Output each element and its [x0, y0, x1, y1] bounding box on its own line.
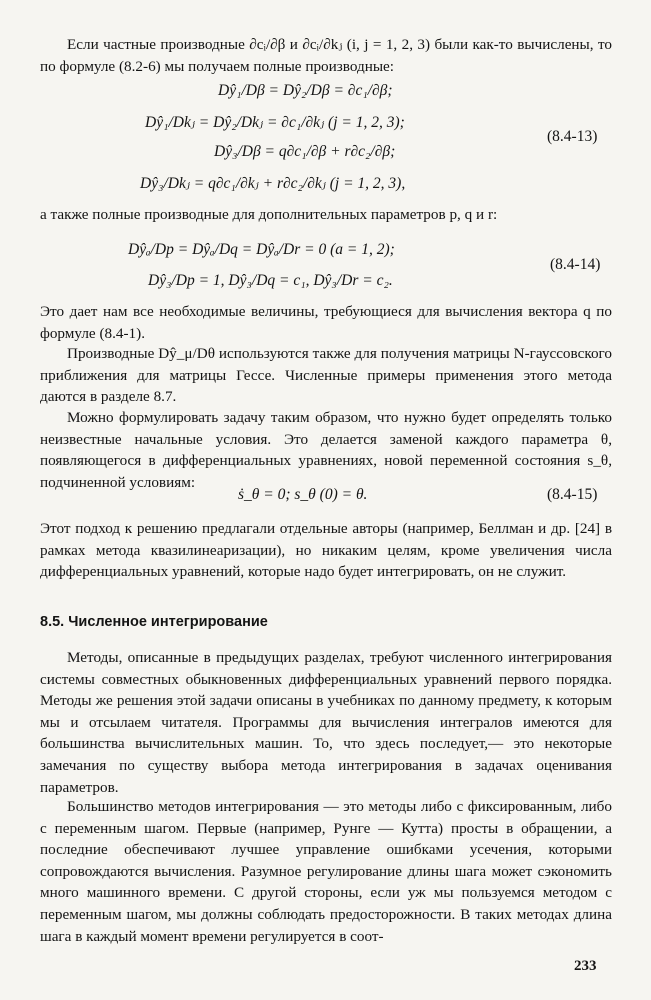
page-number: 233 — [574, 958, 597, 974]
paragraph-hessian-approximation: Производные Dŷ_μ/Dθ используются также для получения матрицы N-гауссовского приближения для матрицы Гессе. Численные примеры применения этого метода даются в разделе 8.7. — [40, 345, 612, 406]
equation-8-4-15-line: ṡ_θ = 0; s_θ (0) = θ. — [238, 486, 368, 503]
equation-8-4-14-line-2: Dŷ₃/Dp = 1, Dŷ₃/Dq = c₁, Dŷ₃/Dr = c₂. — [148, 272, 393, 289]
paragraph-additional-parameters: а также полные производные для дополнительных параметров p, q и r: — [40, 206, 498, 223]
equation-8-4-13-line-1: Dŷ₁/Dβ = Dŷ₂/Dβ = ∂c₁/∂β; — [218, 82, 393, 99]
equation-number-8-4-13: (8.4-13) — [547, 128, 598, 145]
paragraph-intro-partial-derivatives: Если частные производные ∂cᵢ/∂β и ∂cᵢ/∂kⱼ (i, j = 1, 2, 3) были как-то вычислены, то по формуле (8.2-6) мы получаем полные производные: — [40, 36, 612, 75]
equation-8-4-13-line-2: Dŷ₁/Dkⱼ = Dŷ₂/Dkⱼ = ∂c₁/∂kⱼ (j = 1, 2, 3); — [145, 114, 405, 131]
paragraph-quasilinearization-remark: Этот подход к решению предлагали отдельные авторы (например, Беллман и др. [24] в рамках метода квазилинеаризации), но никаким целям, кроме увеличения числа дифференциальных уравнений, которые надо будет интегрировать, он не служит. — [40, 520, 612, 581]
paragraph-required-values: Это дает нам все необходимые величины, требующиеся для вычисления вектора q по формуле (8.4-1). — [40, 303, 612, 342]
paragraph-step-size-methods: Большинство методов интегрирования — это методы либо с фиксированным, либо с переменным шагом. Первые (например, Рунге — Кутта) просты в обращении, а последние обеспечивают лучшее управление ошибками усечения, которыми сопровождаются вычисления. Разумное регулирование длины шага может сэкономить много машинного времени. С другой стороны, если уж мы пользуемся методом с переменным шагом, мы должны соблюдать предосторожности. В таких методах длина шага в каждый момент времени регулируется в соот- — [40, 798, 612, 945]
equation-8-4-14-line-1: Dŷₐ/Dp = Dŷₐ/Dq = Dŷₐ/Dr = 0 (a = 1, 2); — [128, 241, 395, 258]
equation-number-8-4-15: (8.4-15) — [547, 486, 598, 503]
equation-8-4-13-line-3: Dŷ₃/Dβ = q∂c₁/∂β + r∂c₂/∂β; — [214, 143, 396, 160]
equation-number-8-4-14: (8.4-14) — [550, 256, 601, 273]
paragraph-initial-conditions: Можно формулировать задачу таким образом, что нужно будет определять только неизвестные начальные условия. Это делается заменой каждого параметра θ, появляющегося в дифференциальных уравнениях, новой переменной состояния s_θ, подчиненной условиям: — [40, 409, 612, 491]
section-heading-numerical-integration: 8.5. Численное интегрирование — [40, 614, 268, 630]
equation-8-4-13-line-4: Dŷ₃/Dkⱼ = q∂c₁/∂kⱼ + r∂c₂/∂kⱼ (j = 1, 2, 3), — [140, 175, 406, 192]
paragraph-integration-methods-intro: Методы, описанные в предыдущих разделах, требуют численного интегрирования системы совместных обыкновенных дифференциальных уравнений первого порядка. Методы же решения этой задачи описаны в учебниках по данному предмету, к которым мы и отсылаем читателя. Программы для вычисления интегралов имеются для большинства вычислительных машин. То, что здесь последует,— это некоторые замечания по существу выбора метода интегрирования в задачах оценивания параметров. — [40, 649, 612, 796]
